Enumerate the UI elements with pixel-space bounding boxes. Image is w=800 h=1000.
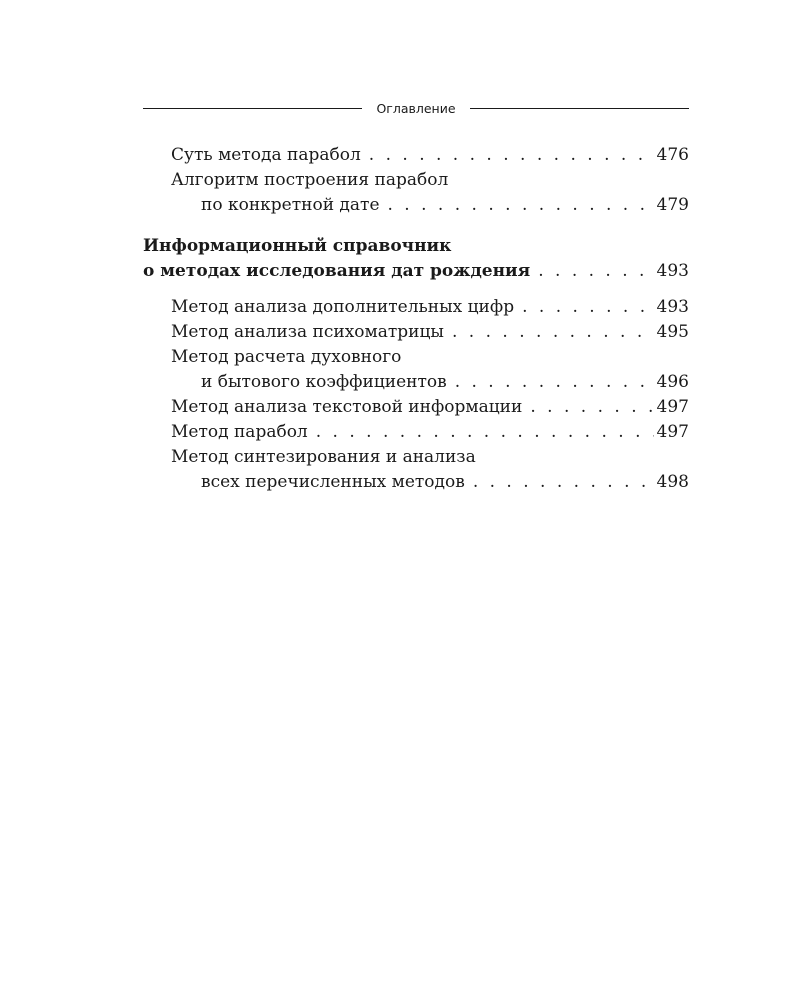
- dot-leader: [369, 143, 654, 168]
- toc-page-number: 497: [656, 422, 689, 442]
- toc-page-number: 498: [656, 472, 689, 492]
- dot-leader: [538, 259, 653, 284]
- dot-leader: [388, 193, 654, 218]
- toc-entry: [171, 420, 689, 445]
- toc-entry-title-continued: по конкретной дате: [201, 195, 380, 215]
- toc-entry: [171, 345, 689, 395]
- toc-entry-title: Метод анализа психоматрицы: [171, 322, 444, 342]
- header-title: Оглавление: [376, 100, 456, 116]
- dot-leader: [530, 395, 653, 420]
- toc-page-number: 493: [656, 261, 689, 281]
- toc-entry-title: Метод расчета духовного: [171, 347, 402, 367]
- toc-entry-title: Метод анализа текстовой информации: [171, 397, 523, 417]
- toc-section-title-continued: о методах исследования дат рождения: [143, 261, 531, 281]
- header-rule-right: [470, 108, 689, 109]
- toc-section-title: Информационный справочник: [143, 236, 452, 256]
- dot-leader: [452, 320, 654, 345]
- toc-entry-title: Метод синтезирования и анализа: [171, 447, 476, 467]
- toc-page-number: 495: [656, 322, 689, 342]
- toc-entry-title-continued: и бытового коэффициентов: [201, 372, 447, 392]
- toc-page-number: 476: [656, 145, 689, 165]
- toc-entry-title: Суть метода парабол: [171, 145, 361, 165]
- toc-entry-title: Алгоритм построения парабол: [171, 170, 449, 190]
- toc-entry: [171, 168, 689, 218]
- toc-entry-title-continued: всех перечисленных методов: [201, 472, 465, 492]
- toc-entry-title: Метод анализа дополнительных цифр: [171, 297, 515, 317]
- header-rule-left: [143, 108, 362, 109]
- toc-page-number: 493: [656, 297, 689, 317]
- toc-page-number: 496: [656, 372, 689, 392]
- toc-entry: [171, 143, 689, 168]
- toc-entry: [171, 295, 689, 320]
- dot-leader: [473, 470, 654, 495]
- toc-page-number: 497: [656, 397, 689, 417]
- toc-entry-title: Метод парабол: [171, 422, 308, 442]
- table-of-contents: [143, 143, 689, 495]
- running-header: [143, 98, 689, 118]
- toc-entry: [171, 445, 689, 495]
- toc-page-number: 479: [656, 195, 689, 215]
- toc-entry: [171, 395, 689, 420]
- dot-leader: [455, 370, 654, 395]
- dot-leader: [522, 295, 653, 320]
- toc-section: [143, 234, 689, 284]
- dot-leader: [316, 420, 654, 445]
- toc-entry: [171, 320, 689, 345]
